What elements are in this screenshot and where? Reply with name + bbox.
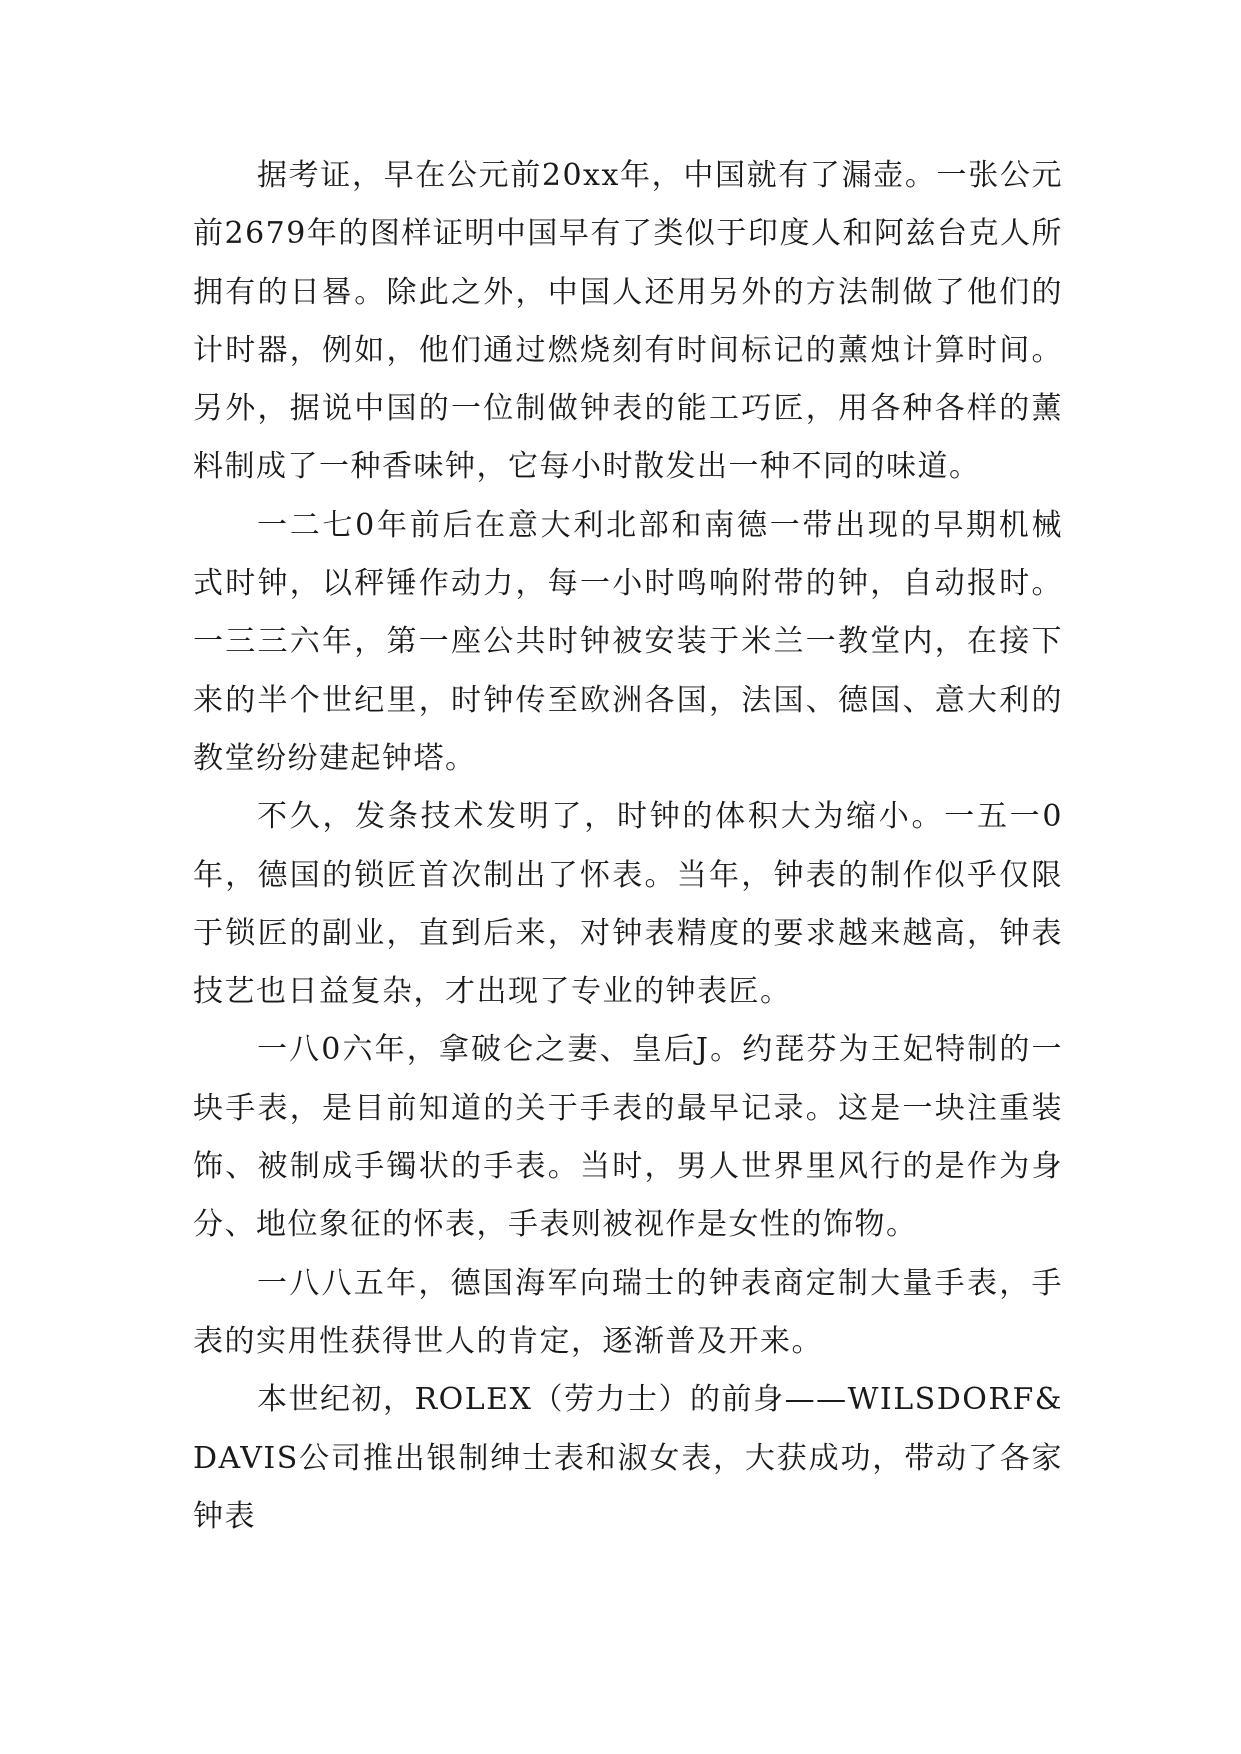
paragraph-pocket-watch: 不久，发条技术发明了，时钟的体积大为缩小。一五一0年，德国的锁匠首次制出了怀表。当年，钟表的制作似乎仅限于锁匠的副业，直到后来，对钟表精度的要求越来越高，钟表技艺也日益复杂，才出现了专业的钟表匠。 [193, 799, 1063, 1010]
paragraph-navy-order: 一八八五年，德国海军向瑞士的钟表商定制大量手表，手表的实用性获得世人的肯定，逐渐普及开来。 [193, 1265, 1063, 1359]
paragraph-water-clock: 据考证，早在公元前20xx年，中国就有了漏壶。一张公元前2679年的图样证明中国早有了类似于印度人和阿兹台克人所拥有的日晷。除此之外，中国人还用另外的方法制做了他们的计时器，例如，他们通过燃烧刻有时间标记的薰烛计算时间。另外，据说中国的一位制做钟表的能工巧匠，用各种各样的薰料制成了一种香味钟，它每小时散发出一种不同的味道。 [193, 158, 1063, 485]
paragraph-mechanical-clock: 一二七0年前后在意大利北部和南德一带出现的早期机械式时钟，以秤锤作动力，每一小时鸣响附带的钟，自动报时。一三三六年，第一座公共时钟被安装于米兰一教堂内，在接下来的半个世纪里，时钟传至欧洲各国，法国、德国、意大利的教堂纷纷建起钟塔。 [193, 507, 1063, 776]
paragraph-rolex: 本世纪初，ROLEX（劳力士）的前身——WILSDORF&DAVIS公司推出银制绅士表和淑女表，大获成功，带动了各家钟表 [193, 1382, 1063, 1534]
document-body [193, 147, 1063, 1546]
paragraph-wristwatch-origin: 一八0六年，拿破仑之妻、皇后J。约琵芬为王妃特制的一块手表，是目前知道的关于手表的最早记录。这是一块注重装饰、被制成手镯状的手表。当时，男人世界里风行的是作为身分、地位象征的怀表，手表则被视作是女性的饰物。 [193, 1032, 1063, 1243]
